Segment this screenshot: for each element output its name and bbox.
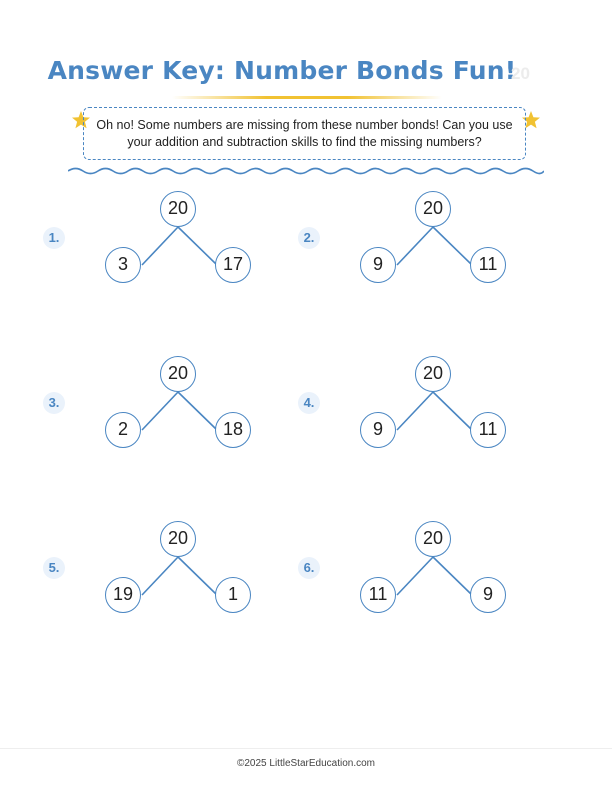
part-left-circle: 19 bbox=[105, 577, 141, 613]
number-bond-problem-6 bbox=[298, 520, 558, 660]
problem-number-badge: 4. bbox=[298, 392, 320, 414]
wave-divider bbox=[68, 166, 544, 176]
part-right-circle: 9 bbox=[470, 577, 506, 613]
problem-number-badge: 3. bbox=[43, 392, 65, 414]
number-bond-problem-5 bbox=[43, 520, 303, 660]
part-right-circle: 11 bbox=[470, 412, 506, 448]
problem-number-badge: 2. bbox=[298, 227, 320, 249]
problem-number-badge: 5. bbox=[43, 557, 65, 579]
corner-number: 20 bbox=[511, 64, 530, 83]
whole-circle: 20 bbox=[415, 356, 451, 392]
instructions-text: Oh no! Some numbers are missing from these number bonds! Can you use your addition and subtraction skills to find the missing numbers? bbox=[96, 117, 513, 149]
whole-circle: 20 bbox=[160, 521, 196, 557]
number-bond-problem-3 bbox=[43, 355, 303, 495]
part-left-circle: 9 bbox=[360, 247, 396, 283]
part-right-circle: 17 bbox=[215, 247, 251, 283]
whole-circle: 20 bbox=[160, 191, 196, 227]
whole-circle: 20 bbox=[415, 521, 451, 557]
number-bond-problem-2 bbox=[298, 190, 558, 330]
number-bond-problem-1 bbox=[43, 190, 303, 330]
footer-copyright: ©2025 LittleStarEducation.com bbox=[236, 758, 375, 769]
footer-divider bbox=[0, 748, 612, 749]
part-right-circle: 1 bbox=[215, 577, 251, 613]
part-right-circle: 18 bbox=[215, 412, 251, 448]
problem-number-badge: 6. bbox=[298, 557, 320, 579]
whole-circle: 20 bbox=[415, 191, 451, 227]
number-bond-problem-4 bbox=[298, 355, 558, 495]
part-right-circle: 11 bbox=[470, 247, 506, 283]
problem-number-badge: 1. bbox=[43, 227, 65, 249]
part-left-circle: 3 bbox=[105, 247, 141, 283]
whole-circle: 20 bbox=[160, 356, 196, 392]
part-left-circle: 9 bbox=[360, 412, 396, 448]
title-underline bbox=[172, 96, 442, 99]
instructions-box bbox=[83, 107, 526, 160]
worksheet-title: Answer Key: Number Bonds Fun! bbox=[47, 56, 517, 85]
part-left-circle: 2 bbox=[105, 412, 141, 448]
part-left-circle: 11 bbox=[360, 577, 396, 613]
